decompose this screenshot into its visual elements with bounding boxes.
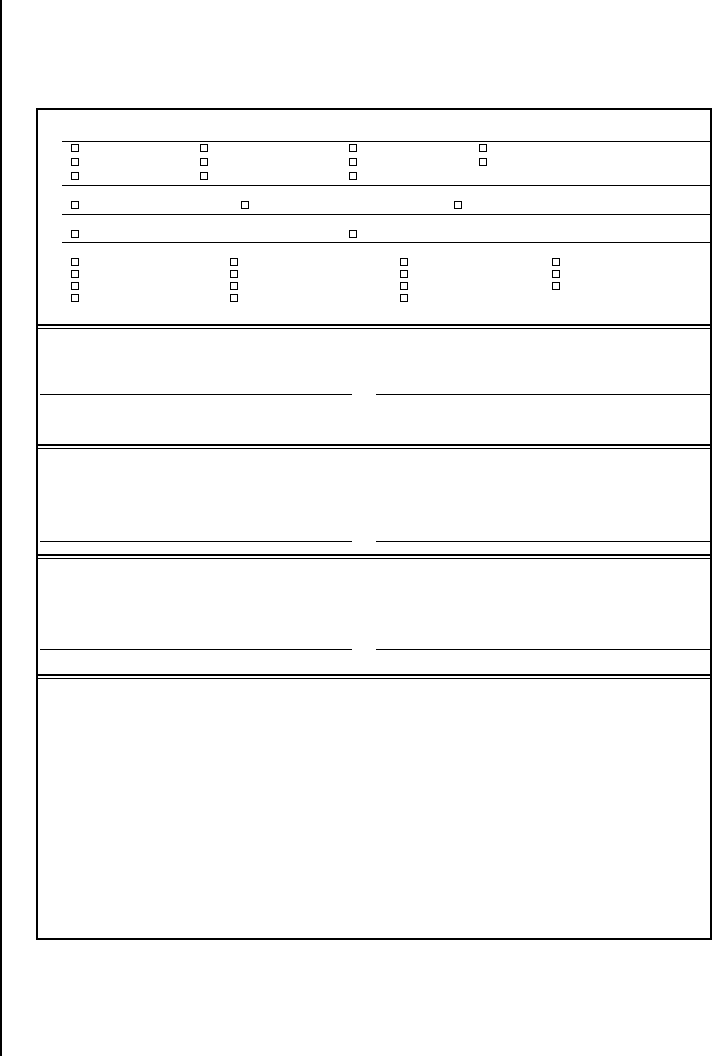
checkbox[interactable]: [71, 158, 79, 166]
checkbox[interactable]: [349, 230, 357, 238]
checkbox[interactable]: [349, 172, 357, 180]
date-line: [376, 541, 710, 542]
checkbox[interactable]: [479, 144, 487, 152]
form: [36, 108, 712, 940]
checkbox[interactable]: [454, 201, 462, 209]
section-divider: [36, 558, 712, 559]
checkbox[interactable]: [241, 201, 249, 209]
section-divider: [36, 674, 712, 676]
section-divider: [36, 678, 712, 679]
checkbox[interactable]: [71, 201, 79, 209]
signature-line: [40, 394, 352, 395]
divider: [62, 214, 710, 215]
checkbox[interactable]: [71, 258, 79, 266]
checkbox[interactable]: [479, 158, 487, 166]
divider: [62, 141, 710, 142]
checkbox[interactable]: [552, 282, 560, 290]
checkbox[interactable]: [200, 172, 208, 180]
checkbox[interactable]: [552, 258, 560, 266]
divider: [62, 185, 710, 186]
divider: [62, 242, 710, 243]
notes-area[interactable]: [36, 680, 712, 934]
section-divider: [36, 448, 712, 449]
checkbox[interactable]: [400, 294, 408, 302]
checkbox[interactable]: [230, 282, 238, 290]
checkbox[interactable]: [71, 270, 79, 278]
checkbox[interactable]: [200, 144, 208, 152]
date-line: [376, 649, 710, 650]
section-divider: [36, 554, 712, 556]
checkbox[interactable]: [71, 282, 79, 290]
date-line: [376, 394, 710, 395]
section-divider: [36, 444, 712, 446]
signature-line: [40, 649, 352, 650]
page-margin-rule: [0, 0, 2, 1056]
checkbox[interactable]: [400, 258, 408, 266]
section-divider: [36, 324, 712, 326]
checkbox[interactable]: [349, 158, 357, 166]
checkbox[interactable]: [71, 144, 79, 152]
checkbox[interactable]: [400, 270, 408, 278]
checkbox[interactable]: [230, 270, 238, 278]
checkbox[interactable]: [349, 144, 357, 152]
checkbox[interactable]: [71, 172, 79, 180]
signature-line: [40, 541, 352, 542]
checkbox[interactable]: [71, 294, 79, 302]
checkbox[interactable]: [71, 230, 79, 238]
section-divider: [36, 328, 712, 329]
checkbox[interactable]: [200, 158, 208, 166]
checkbox[interactable]: [230, 258, 238, 266]
checkbox[interactable]: [552, 270, 560, 278]
checkbox[interactable]: [400, 282, 408, 290]
checkbox[interactable]: [230, 294, 238, 302]
